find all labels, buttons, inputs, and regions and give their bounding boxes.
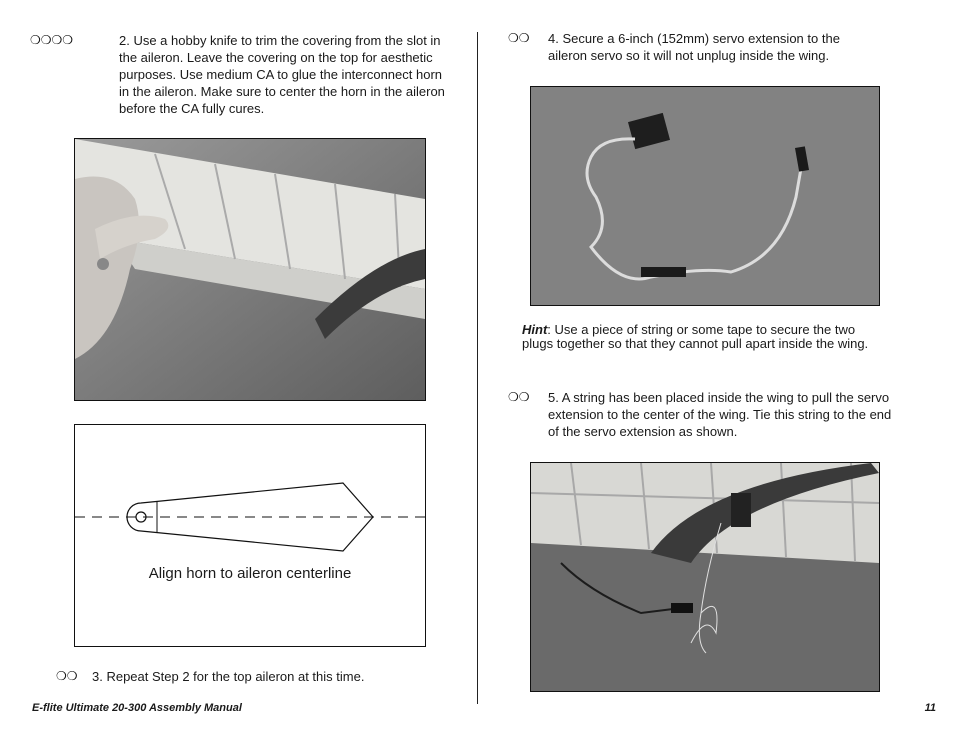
step-5-text: 5. A string has been placed inside the wing to pull the servo extension to the center of the wing. Tie this string to the end of the servo extension as shown.	[548, 390, 892, 439]
column-divider	[477, 32, 478, 704]
step-4-checkboxes: ❍❍	[508, 31, 530, 45]
step-2-text: 2. Use a hobby knife to trim the covering from the slot in the aileron. Leave the covering on the top for aesthetic purposes. Use medium CA to glue the interconnect horn in the aileron. Make sure to center the horn in the aileron before the CA fully cures.	[119, 33, 445, 116]
photo-trim-covering	[74, 138, 426, 401]
hint-label: Hint	[522, 322, 548, 337]
hint-text: : Use a piece of string or some tape to secure the two plugs together so that they cannot pull apart inside the wing.	[522, 322, 869, 351]
hint-note	[522, 323, 882, 351]
step-2-checkboxes: ❍❍❍❍	[30, 33, 74, 47]
step-5-checkboxes: ❍❍	[508, 390, 530, 404]
diagram-caption: Align horn to aileron centerline	[148, 565, 352, 582]
photo-servo-extension	[530, 86, 880, 306]
step-4-text: 4. Secure a 6-inch (152mm) servo extension to the aileron servo so it will not unplug inside the wing.	[548, 31, 840, 63]
aileron-horn-diagram	[74, 424, 426, 647]
footer-manual-title: E-flite Ultimate 20-300 Assembly Manual	[32, 702, 242, 714]
step-3-checkboxes: ❍❍	[56, 669, 78, 683]
page-number: 11	[924, 702, 936, 714]
step-3-text: 3. Repeat Step 2 for the top aileron at this time.	[92, 669, 365, 684]
photo-string-tie	[530, 462, 880, 692]
horn-drawing	[75, 425, 425, 646]
